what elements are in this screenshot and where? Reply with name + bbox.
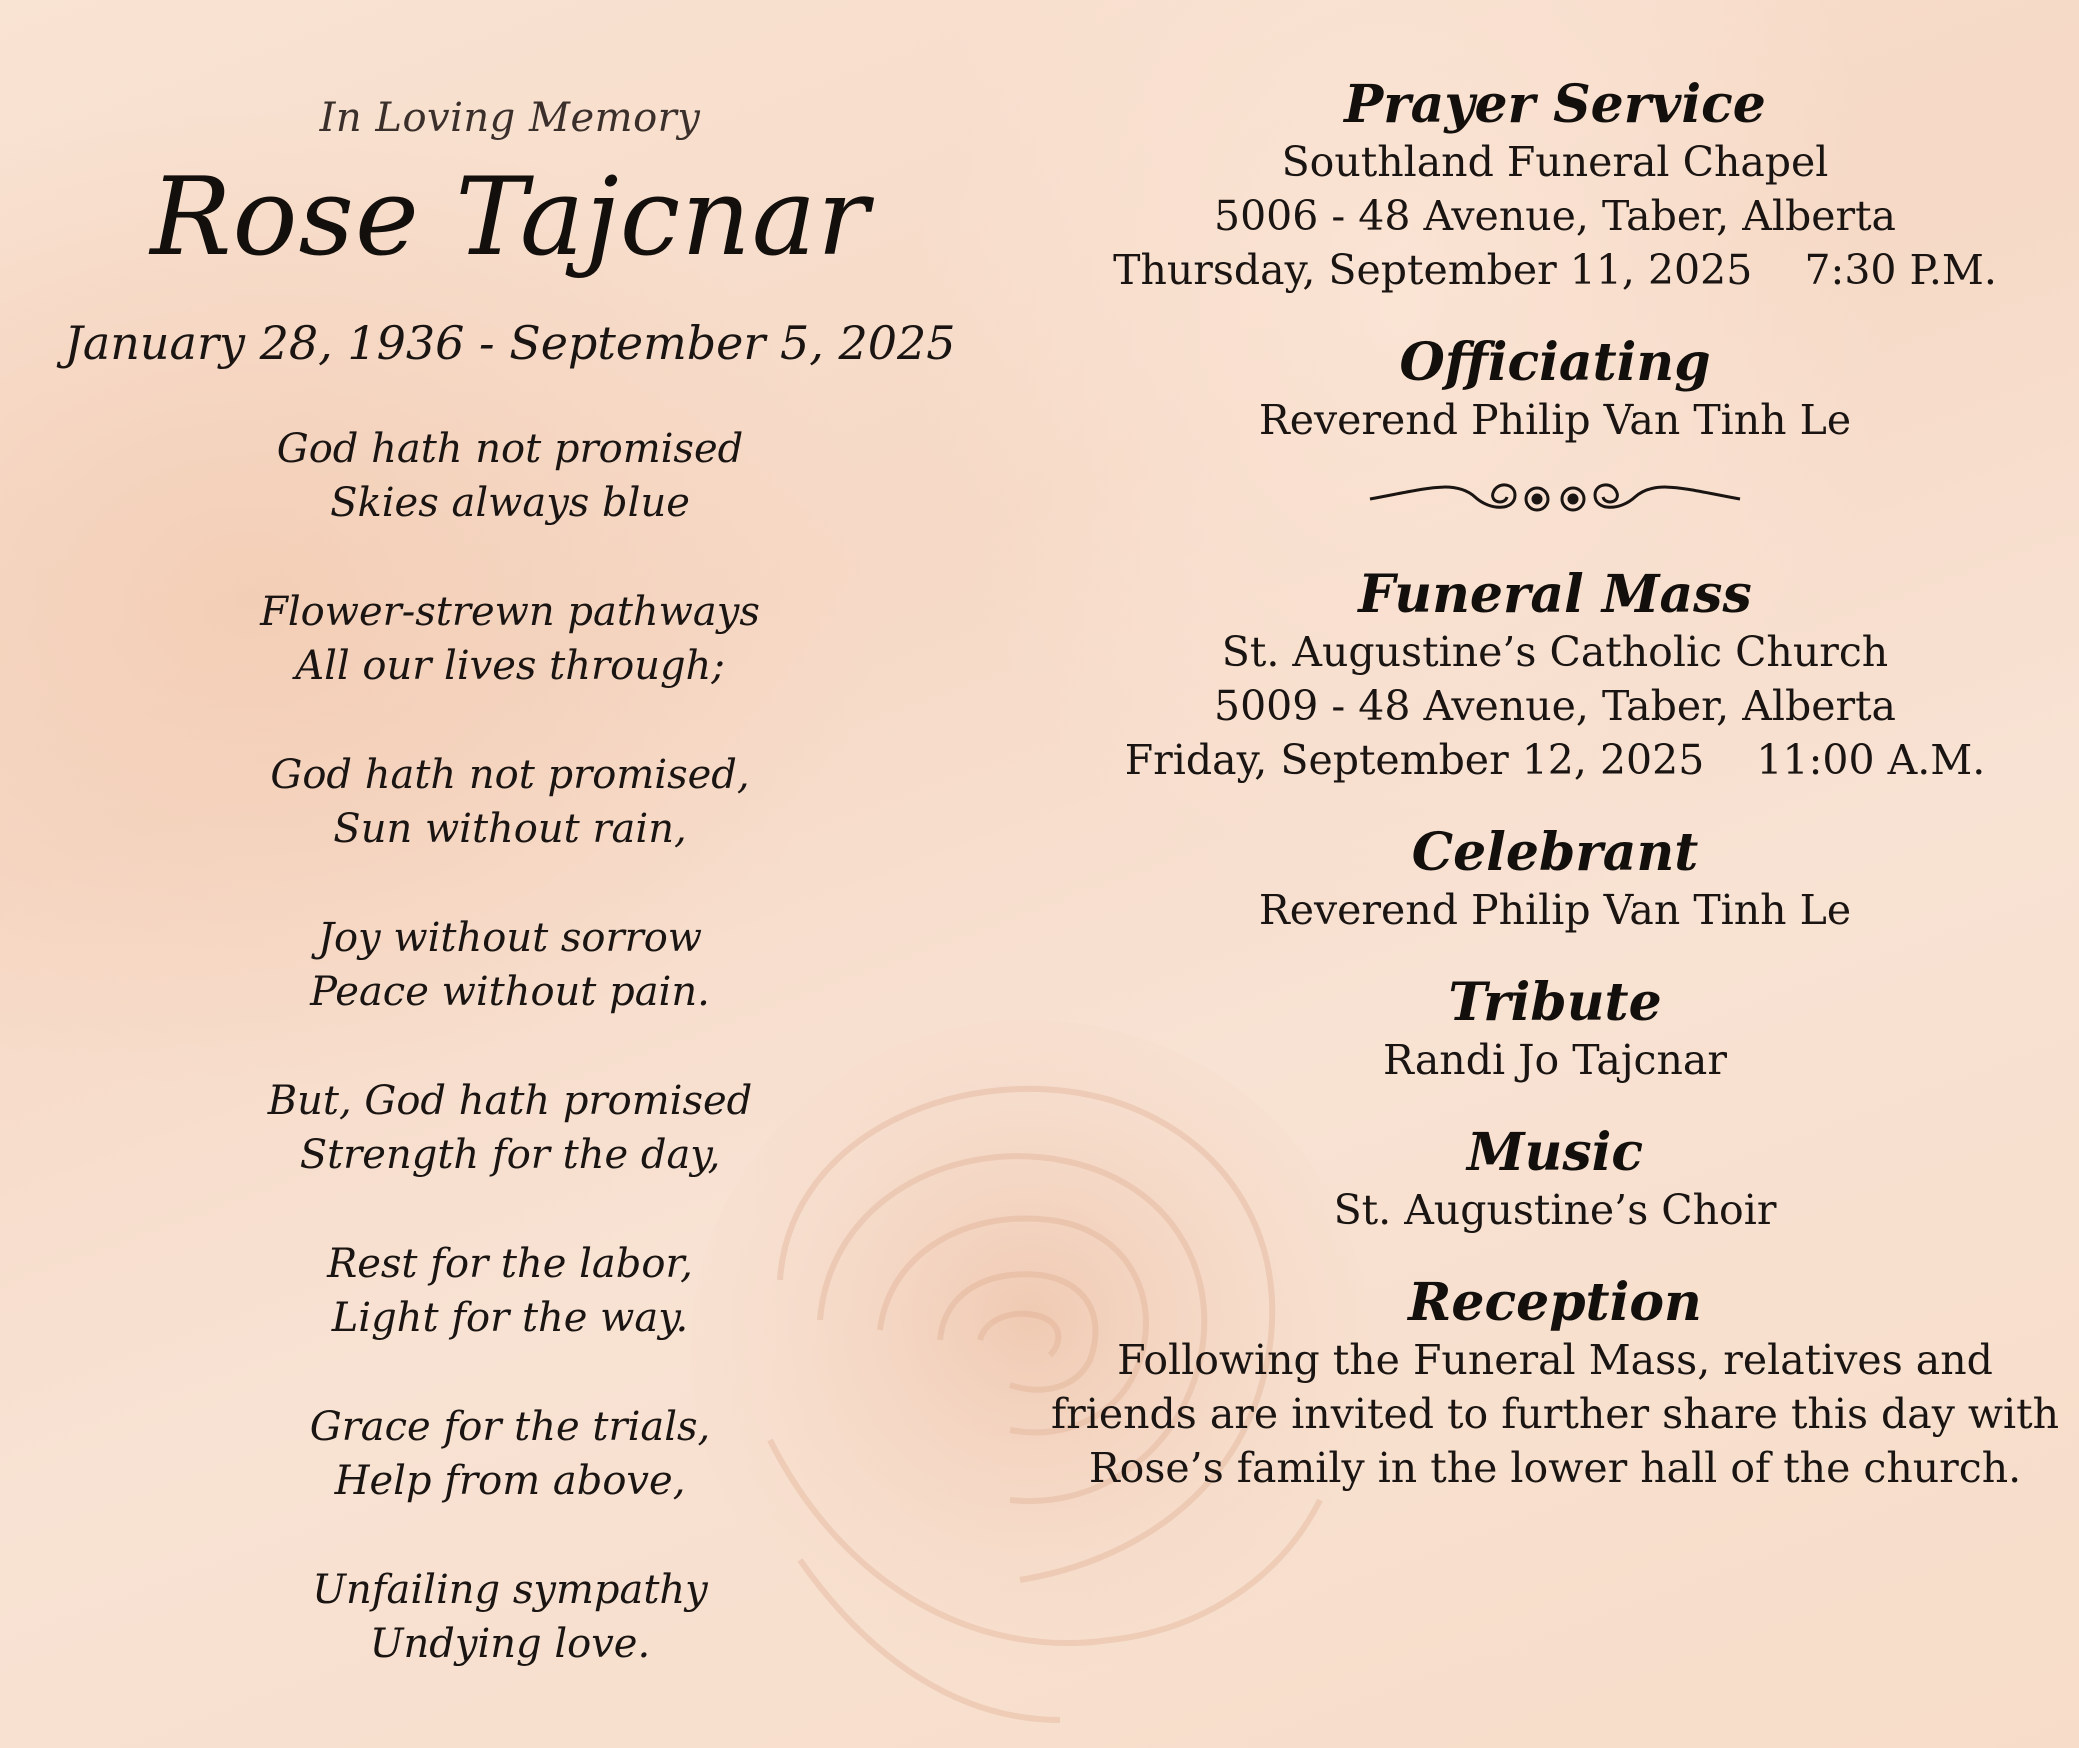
poem-line: But, God hath promised [267,1077,753,1124]
reception-line: friends are invited to further share this day with [1050,1390,2059,1438]
poem-line: God hath not promised [276,425,744,472]
left-column [30,75,990,1726]
funeral-mass-venue: St. Augustine’s Catholic Church [1221,628,1889,676]
music-section [1030,1123,2079,1237]
poem-line: Flower-strewn pathways [260,588,760,635]
poem-stanza [30,748,990,856]
prayer-service-address: 5006 - 48 Avenue, Taber, Alberta [1213,192,1896,240]
funeral-mass-datetime: Friday, September 12, 2025 11:00 A.M. [1124,736,1986,784]
poem-line: All our lives through; [295,642,725,689]
deceased-name: Rose Tajcnar [150,155,870,280]
reception-line: Following the Funeral Mass, relatives and [1117,1336,1993,1384]
celebrant-section [1030,823,2079,937]
poem-line: Peace without pain. [310,968,710,1015]
funeral-mass-heading: Funeral Mass [1358,564,1752,625]
poem-stanza [30,585,990,693]
poem-stanza [30,422,990,530]
poem-line: God hath not promised, [270,751,750,798]
prayer-service-venue: Southland Funeral Chapel [1281,138,1829,186]
poem-stanza [30,1400,990,1508]
reception-heading: Reception [1408,1272,1702,1333]
poem-line: Sun without rain, [333,805,687,852]
celebrant-heading: Celebrant [1411,822,1699,883]
prayer-service-section [1030,75,2079,297]
funeral-mass-section [1030,565,2079,787]
tribute-section [1030,973,2079,1087]
reception-section [1030,1273,2079,1495]
tribute-name: Randi Jo Tajcnar [1383,1036,1727,1084]
celebrant-name: Reverend Philip Van Tinh Le [1258,886,1852,934]
officiating-heading: Officiating [1399,332,1711,393]
poem-line: Help from above, [334,1457,686,1504]
tribute-heading: Tribute [1448,972,1662,1033]
poem-line: Unfailing sympathy [312,1566,708,1613]
officiating-name: Reverend Philip Van Tinh Le [1258,396,1852,444]
poem-line: Strength for the day, [299,1131,721,1178]
poem-line: Light for the way. [331,1294,689,1341]
right-column [1030,75,2079,1531]
poem [30,422,990,1671]
poem-line: Skies always blue [330,479,690,526]
scroll-ornament-icon [1365,459,1745,529]
prayer-service-heading: Prayer Service [1344,74,1766,135]
prayer-service-datetime: Thursday, September 11, 2025 7:30 P.M. [1113,246,1997,294]
poem-line: Joy without sorrow [317,914,703,961]
reception-line: Rose’s family in the lower hall of the church. [1088,1444,2022,1492]
officiating-section [1030,333,2079,447]
poem-stanza [30,1074,990,1182]
funeral-mass-address: 5009 - 48 Avenue, Taber, Alberta [1213,682,1896,730]
music-heading: Music [1466,1122,1644,1183]
poem-stanza [30,911,990,1019]
poem-line: Undying love. [369,1620,651,1667]
life-dates: January 28, 1936 - September 5, 2025 [64,315,956,370]
poem-stanza [30,1237,990,1345]
in-loving-memory: In Loving Memory [319,95,701,141]
music-name: St. Augustine’s Choir [1333,1186,1777,1234]
poem-line: Grace for the trials, [309,1403,711,1450]
poem-line: Rest for the labor, [327,1240,693,1287]
poem-stanza [30,1563,990,1671]
